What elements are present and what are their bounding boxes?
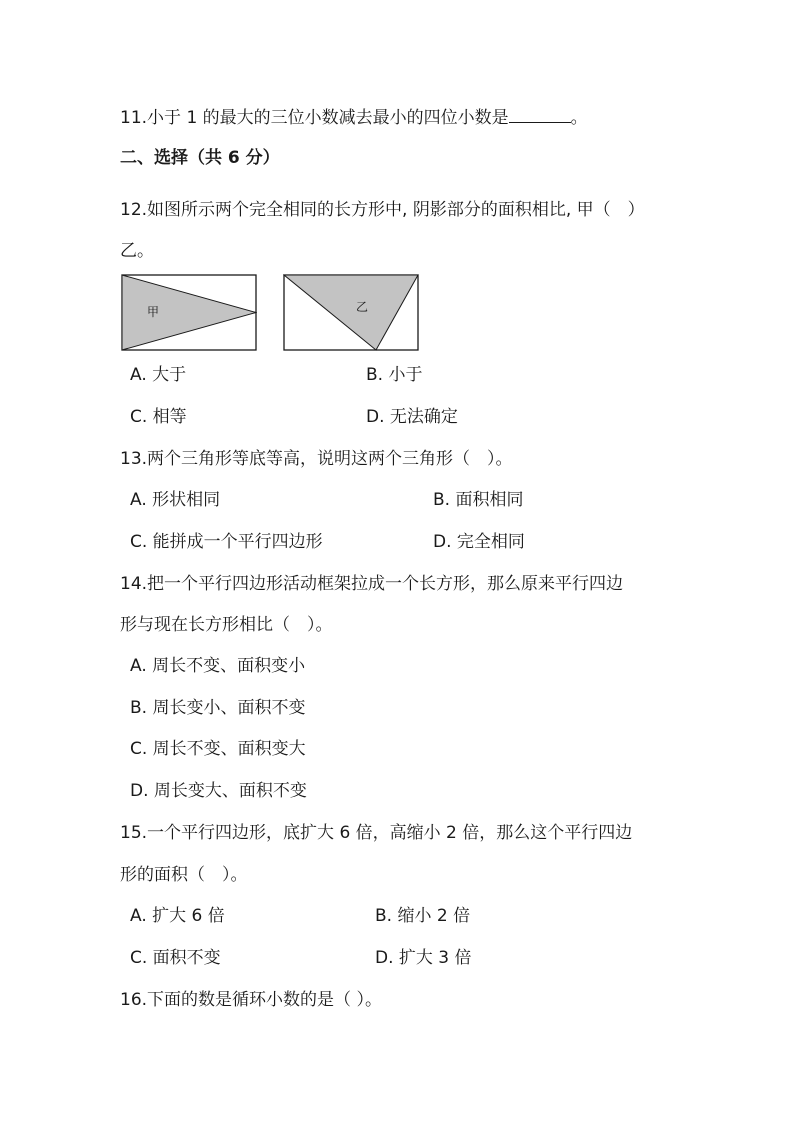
question-12-line2: 乙。: [120, 241, 154, 261]
q12-option-d[interactable]: D. 无法确定: [366, 407, 458, 427]
q14-option-a[interactable]: A. 周长不变、面积变小: [130, 656, 306, 676]
q14-option-c[interactable]: C. 周长不变、面积变大: [130, 739, 306, 759]
question-14-line2: 形与现在长方形相比（ ）。: [120, 615, 333, 635]
question-16-line1: 16.下面的数是循环小数的是（ ）。: [120, 990, 382, 1010]
q12-option-c[interactable]: C. 相等: [130, 407, 187, 427]
rectangle-figure-left: [121, 274, 257, 356]
question-11-end: 。: [570, 108, 588, 128]
question-12-line1: 12.如图所示两个完全相同的长方形中, 阴影部分的面积相比, 甲（ ）: [120, 200, 645, 220]
q13-option-c[interactable]: C. 能拼成一个平行四边形: [130, 532, 323, 552]
answer-blank[interactable]: [509, 106, 571, 123]
label-yi: 乙: [356, 300, 369, 314]
question-11: [120, 106, 588, 130]
q15-option-c[interactable]: C. 面积不变: [130, 948, 221, 968]
q14-option-b[interactable]: B. 周长变小、面积不变: [130, 698, 306, 718]
q14-option-d[interactable]: D. 周长变大、面积不变: [130, 781, 307, 801]
question-13-line1: 13.两个三角形等底等高，说明这两个三角形（ ）。: [120, 449, 513, 469]
question-11-text: 11.小于 1 的最大的三位小数减去最小的四位小数是: [120, 108, 509, 128]
label-jia: 甲: [147, 305, 160, 319]
section-title: 二、选择（共 6 分）: [120, 148, 280, 168]
q13-option-b[interactable]: B. 面积相同: [433, 490, 524, 510]
q15-option-b[interactable]: B. 缩小 2 倍: [375, 906, 471, 926]
q12-option-b[interactable]: B. 小于: [366, 365, 423, 385]
q13-option-a[interactable]: A. 形状相同: [130, 490, 221, 510]
rectangle-figure-right: [283, 274, 419, 356]
question-14-line1: 14.把一个平行四边形活动框架拉成一个长方形，那么原来平行四边: [120, 574, 624, 594]
q13-option-d[interactable]: D. 完全相同: [433, 532, 525, 552]
q15-option-d[interactable]: D. 扩大 3 倍: [375, 948, 472, 968]
q12-option-a[interactable]: A. 大于: [130, 365, 187, 385]
question-15-line1: 15.一个平行四边形，底扩大 6 倍，高缩小 2 倍，那么这个平行四边: [120, 823, 633, 843]
question-15-line2: 形的面积（ ）。: [120, 865, 248, 885]
q15-option-a[interactable]: A. 扩大 6 倍: [130, 906, 225, 926]
